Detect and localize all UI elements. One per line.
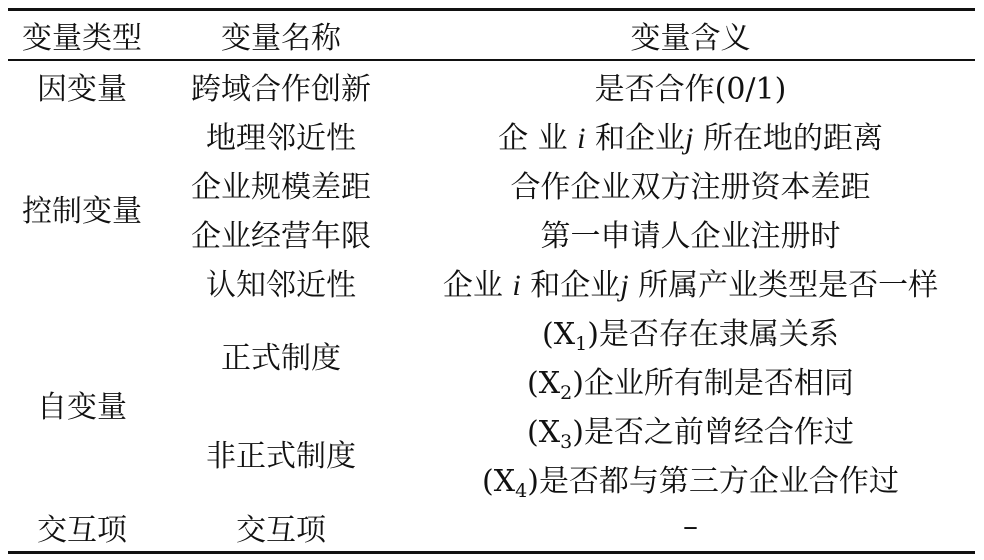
- paren: (: [527, 414, 539, 450]
- var-j: j: [685, 121, 694, 155]
- x-subscript: 3: [560, 430, 573, 453]
- meaning-text: 和企业: [595, 120, 686, 156]
- x-var: X: [538, 414, 561, 450]
- variable-definition-table: [8, 8, 975, 554]
- variable-name: 交互项: [236, 512, 326, 548]
- meaning-text: 所在地的距离: [702, 120, 883, 156]
- header-variable-meaning: 变量含义: [630, 21, 751, 56]
- variable-name: 正式制度: [221, 341, 341, 376]
- table-row: [8, 502, 975, 553]
- variable-meaning: [406, 306, 975, 355]
- paren: ): [527, 463, 539, 499]
- paren: (: [482, 463, 494, 499]
- variable-meaning: [406, 355, 975, 404]
- group-control: 控制变量: [22, 194, 142, 229]
- x-var: X: [538, 365, 561, 401]
- variable-meaning: 合作企业双方注册资本差距: [510, 169, 871, 205]
- meaning-text: 企 业: [498, 120, 568, 156]
- paren: (: [542, 316, 554, 352]
- variable-meaning: 第一申请人企业注册时: [540, 218, 841, 254]
- variable-meaning: 是否合作(0/1): [594, 71, 787, 107]
- table-row: [8, 306, 975, 355]
- group-interaction: 交互项: [37, 512, 127, 548]
- group-independent: 自变量: [37, 390, 127, 425]
- x-var: X: [553, 316, 576, 352]
- paren: ): [572, 365, 584, 401]
- variable-name: 认知邻近性: [206, 267, 356, 303]
- meaning-text: 企业所有制是否相同: [583, 365, 854, 401]
- meaning-text: 是否之前曾经合作过: [583, 414, 854, 450]
- meaning-text: 所属产业类型是否一样: [638, 267, 939, 303]
- variable-name: 跨域合作创新: [191, 71, 371, 107]
- var-i: i: [577, 121, 586, 155]
- header-variable-type: 变量类型: [22, 21, 142, 56]
- variable-meaning: [406, 404, 975, 453]
- table-row: [8, 60, 975, 110]
- paren: (: [527, 365, 539, 401]
- variable-meaning: [406, 257, 975, 306]
- meaning-text: 和企业: [530, 267, 621, 303]
- header-variable-name: 变量名称: [221, 21, 341, 56]
- variable-name: 非正式制度: [206, 439, 356, 474]
- x-subscript: 1: [575, 332, 588, 355]
- meaning-text: 是否都与第三方企业合作过: [538, 463, 899, 499]
- variable-meaning: –: [683, 509, 698, 544]
- x-var: X: [493, 463, 516, 499]
- variable-name: 企业规模差距: [191, 169, 371, 205]
- variable-meaning: [406, 110, 975, 159]
- meaning-text: 是否存在隶属关系: [598, 316, 839, 352]
- table-header-row: [8, 10, 975, 61]
- variable-name: 企业经营年限: [191, 218, 371, 254]
- paren: ): [572, 414, 584, 450]
- x-subscript: 2: [560, 381, 573, 404]
- variable-meaning: [406, 453, 975, 502]
- paren: ): [587, 316, 599, 352]
- meaning-text: 企业: [442, 267, 503, 303]
- table-row: [8, 110, 975, 159]
- var-j: j: [620, 268, 629, 302]
- group-dependent: 因变量: [37, 71, 127, 107]
- var-i: i: [512, 268, 521, 302]
- x-subscript: 4: [515, 479, 528, 502]
- variable-name: 地理邻近性: [206, 120, 356, 156]
